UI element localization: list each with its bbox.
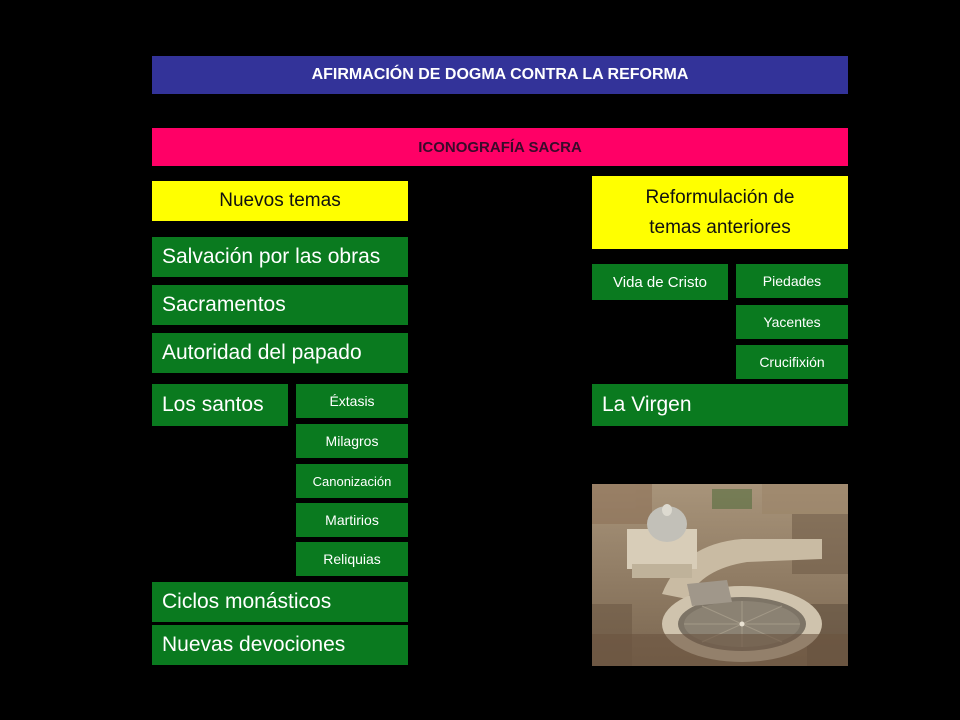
node-reliquias: Reliquias (296, 542, 408, 576)
st-peters-square-photo (592, 484, 848, 666)
node-martirios: Martirios (296, 503, 408, 537)
main-title: AFIRMACIÓN DE DOGMA CONTRA LA REFORMA (152, 56, 848, 94)
node-sacramentos: Sacramentos (152, 285, 408, 325)
node-crucifixion: Crucifixión (736, 345, 848, 379)
node-extasis: Éxtasis (296, 384, 408, 418)
node-vida-de-cristo: Vida de Cristo (592, 264, 728, 300)
heading-reformulacion-line2: temas anteriores (649, 216, 791, 238)
heading-reformulacion-line1: Reformulación de (645, 186, 795, 208)
section-title: ICONOGRAFÍA SACRA (152, 128, 848, 166)
node-ciclos-monasticos: Ciclos monásticos (152, 582, 408, 622)
node-la-virgen: La Virgen (592, 384, 848, 426)
node-salvacion: Salvación por las obras (152, 237, 408, 277)
node-piedades: Piedades (736, 264, 848, 298)
node-canonizacion: Canonización (296, 464, 408, 498)
heading-new-themes: Nuevos temas (152, 181, 408, 221)
node-los-santos: Los santos (152, 384, 288, 426)
node-yacentes: Yacentes (736, 305, 848, 339)
node-nuevas-devociones: Nuevas devociones (152, 625, 408, 665)
node-autoridad: Autoridad del papado (152, 333, 408, 373)
aerial-photo-illustration (592, 484, 848, 666)
node-milagros: Milagros (296, 424, 408, 458)
heading-reformulacion (592, 176, 848, 249)
